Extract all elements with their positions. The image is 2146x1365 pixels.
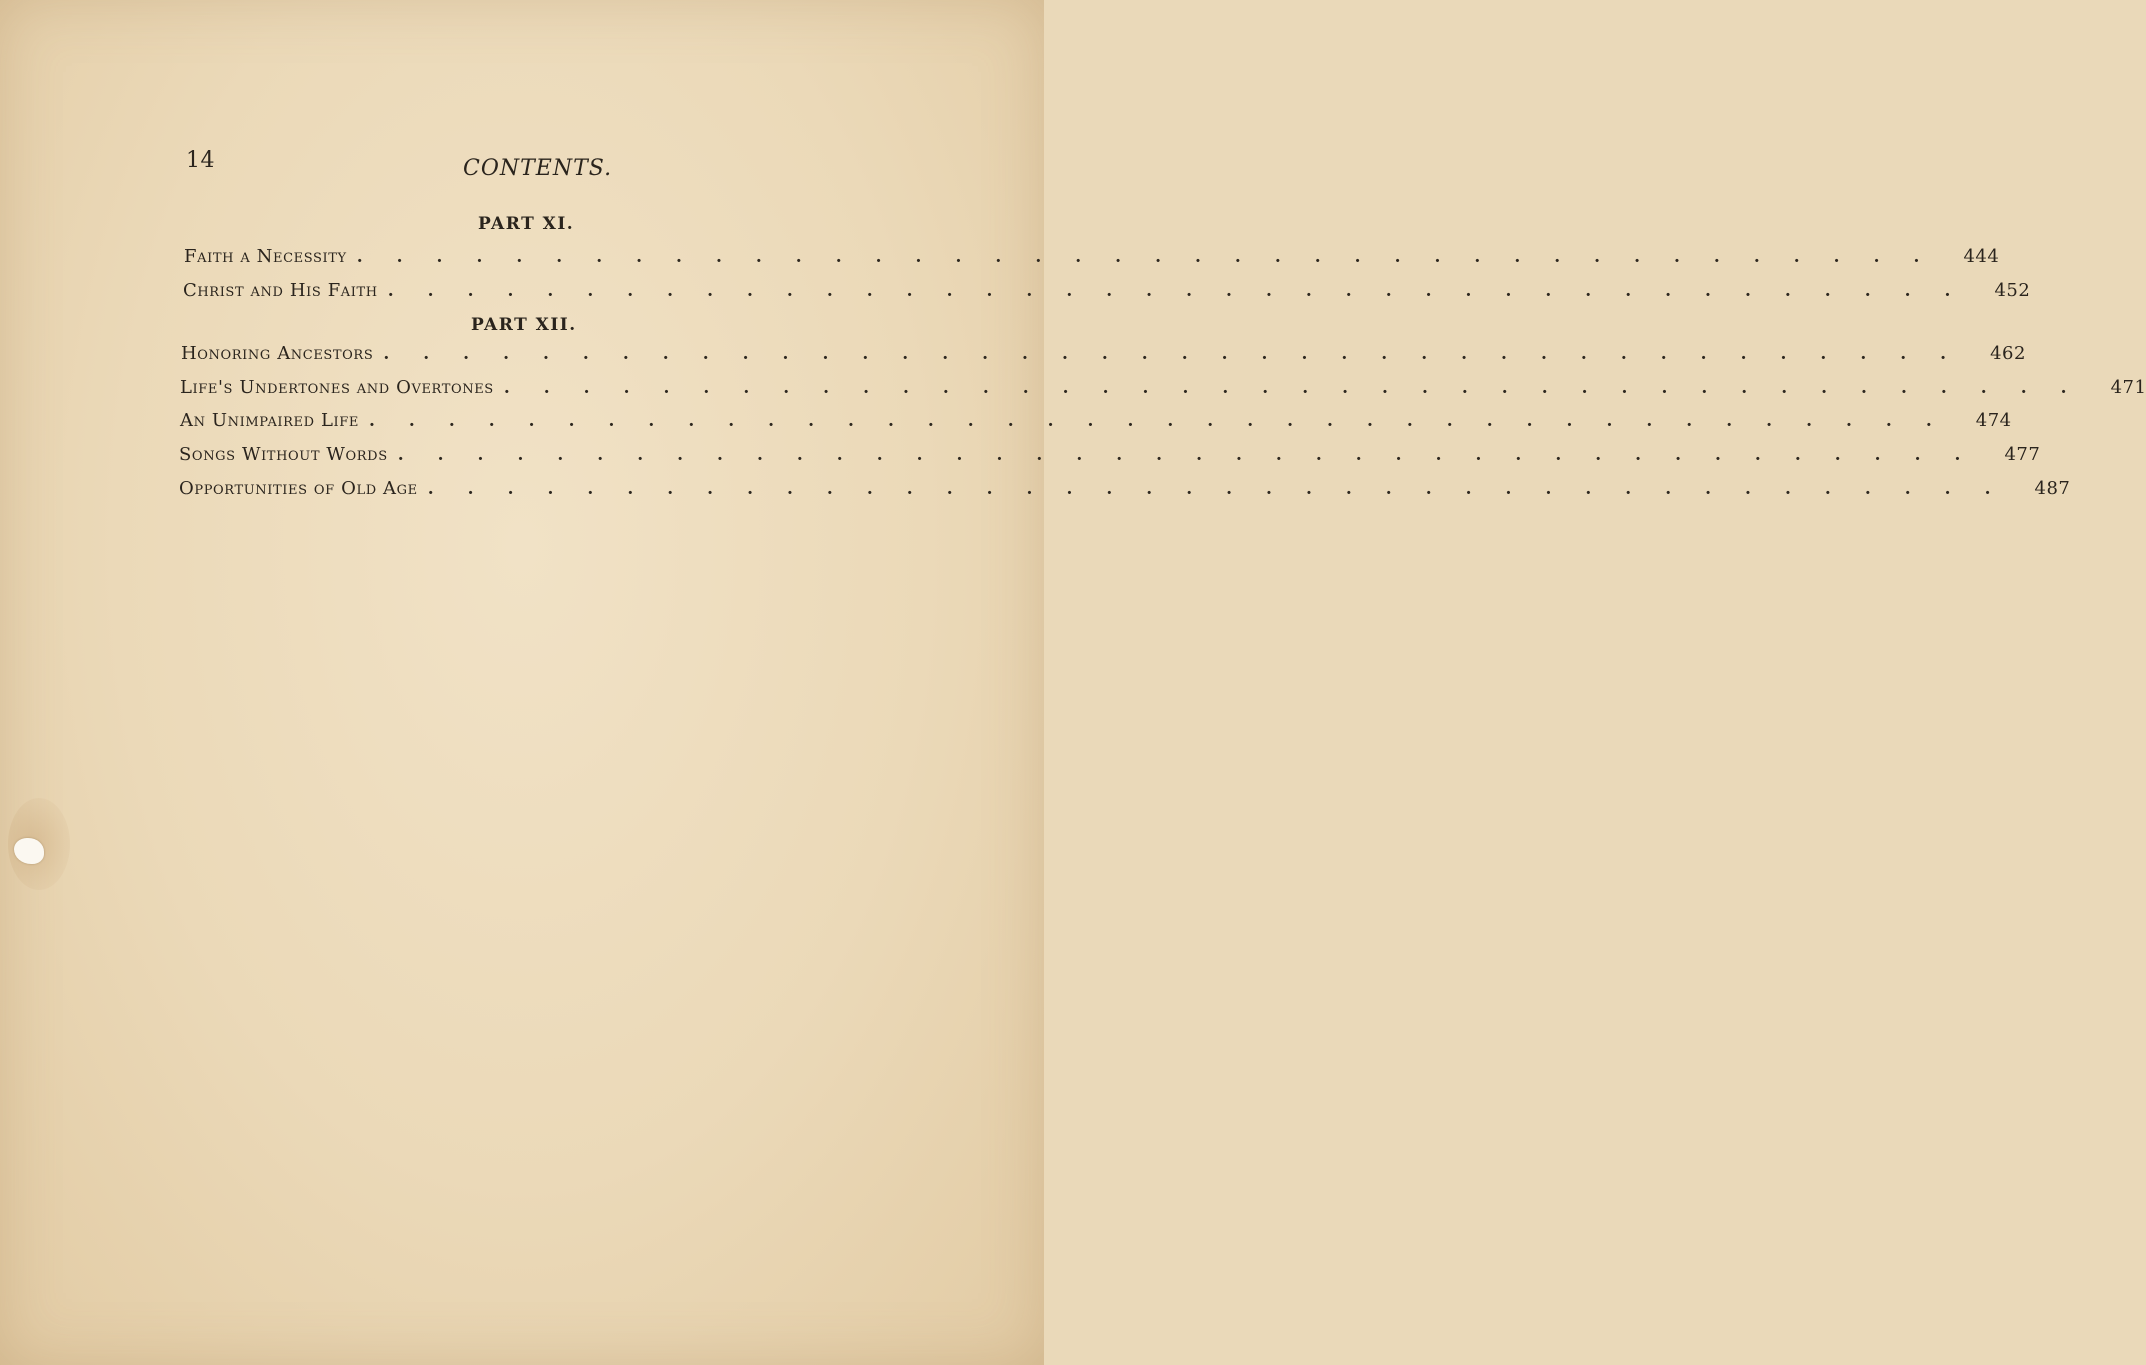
dot-leader: . . . . . . . . . . . . . . . . . . . . . . . . . . . . . . . . . . . . . . . . [387,281,1985,301]
toc-entry-title: Christ and His Faith [183,280,378,301]
dot-leader: . . . . . . . . . . . . . . . . . . . . . . . . . . . . . . . . . . . . . . . . [427,479,2025,499]
dot-leader: . . . . . . . . . . . . . . . . . . . . . . . . . . . . . . . . . . . . . . . . [397,445,1995,465]
toc-entry [180,377,2146,398]
toc-entry-title: Life's Undertones and Overtones [180,377,494,398]
dot-leader: . . . . . . . . . . . . . . . . . . . . . . . . . . . . . . . . . . . . . . . . [356,247,1954,267]
dot-leader: . . . . . . . . . . . . . . . . . . . . . . . . . . . . . . . . . . . . . . . . [369,411,1966,431]
toc-entry-title: An Unimpaired Life [180,410,359,431]
toc-entry-page: 452 [1994,280,2031,301]
part-heading: PART XI. [478,214,575,234]
toc-entry-title: Songs Without Words [179,444,388,465]
toc-entry-title: Opportunities of Old Age [179,478,418,499]
toc-entry [181,343,2026,364]
toc-entry-page: 477 [2004,444,2041,465]
part-heading: PART XII. [471,315,577,335]
dot-leader: . . . . . . . . . . . . . . . . . . . . . . . . . . . . . . . . . . . . . . . . [383,344,1981,364]
dot-leader: . . . . . . . . . . . . . . . . . . . . . . . . . . . . . . . . . . . . . . . . [503,378,2101,398]
toc-entry [179,478,2071,499]
toc-entry-page: 444 [1963,246,2000,267]
toc-entry-title: Faith a Necessity [184,246,347,267]
toc-entry [180,410,2012,431]
toc-entry [179,444,2041,465]
toc-entry-title: Honoring Ancestors [181,343,374,364]
toc-entry-page: 462 [1990,343,2026,364]
toc-entry-page: 474 [1975,410,2012,431]
toc-entry-page: 487 [2034,478,2071,499]
page-edge-shading [0,0,1044,1365]
page-number: 14 [186,148,215,173]
running-head: CONTENTS. [463,156,613,181]
toc-entry-page: 471 [2110,377,2146,398]
toc-entry [183,280,2031,301]
toc-entry [184,246,2000,267]
